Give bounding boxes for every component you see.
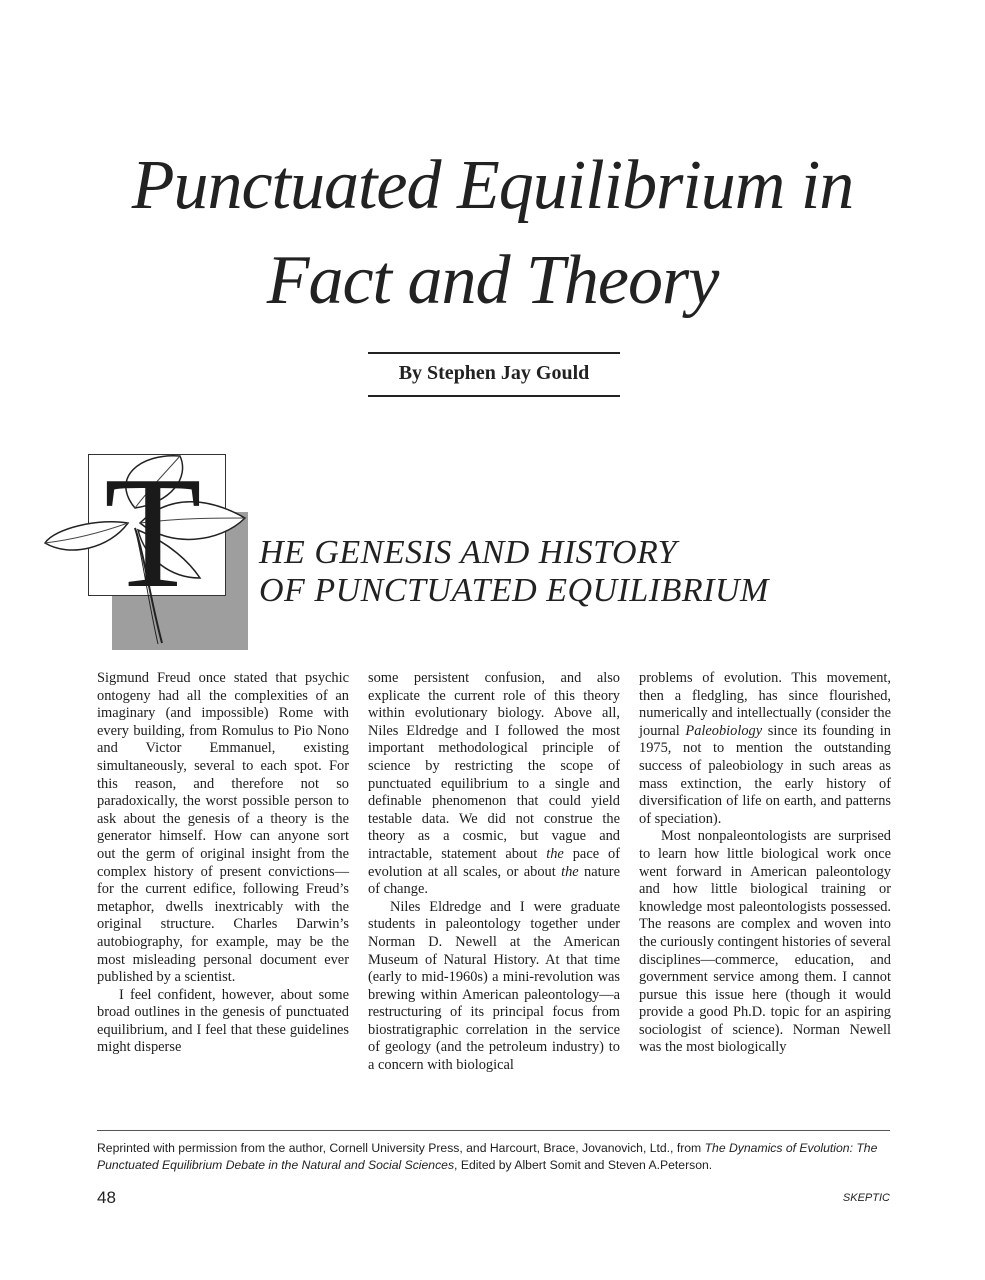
emphasis: the xyxy=(561,863,579,880)
drop-cap-ornament xyxy=(40,448,265,658)
section-heading xyxy=(259,534,899,610)
byline-top-rule xyxy=(368,352,620,354)
magazine-name: SKEPTIC xyxy=(842,1192,890,1204)
reprint-footnote xyxy=(97,1140,897,1174)
title-line-2: Fact and Theory xyxy=(266,242,719,319)
paragraph: I feel confident, however, about some broad outlines in the genesis of punctuated equilibrium, and I feel that these guidelines might disperse xyxy=(97,986,349,1056)
paragraph: Most nonpaleontologists are surprised to learn how little biological work once went forward in American paleontology and how little biological training or knowledge most paleontologists possessed. The reasons are complex and woven into the curiously contingent histories of several disciplines—commerce, education, and government service among them. I cannot pursue this issue here (though it would provide a good Ph.D. topic for an aspiring sociologist of science). Norman Newell was the most biologically xyxy=(639,828,891,1056)
footnote-book-title: The Dynamics of Evolution: The Punctuated Equilibrium Debate in the Natural and Social Sciences xyxy=(97,1141,878,1172)
paragraph: Sigmund Freud once stated that psychic ontogeny had all the complexities of an imaginary (and impossible) Rome with every building, from Romulus to Pio Nono and Victor Emmanuel, existing simultaneously, several to each spot. For this reason, and therefore not so paradoxically, the worst possible person to ask about the genesis of a theory is the generator himself. How can anyone sort out the germ of original insight from the complex history of present convictions—for the current edifice, following Freud’s metaphor, dwells inextricably with the original structure. Charles Darwin’s autobiography, for example, may be the most misleading personal document ever published by a scientist. xyxy=(97,670,349,986)
byline-bottom-rule xyxy=(368,395,620,397)
drop-cap-letter: T xyxy=(104,448,202,621)
paragraph xyxy=(368,670,620,899)
emphasis: the xyxy=(546,845,564,862)
page-number: 48 xyxy=(97,1188,116,1207)
title-line-1: Punctuated Equilibrium in xyxy=(131,147,854,224)
byline: By Stephen Jay Gould xyxy=(398,362,590,384)
paragraph-text: since its founding in 1975, not to mention the outstanding success of paleobiology in such areas as mass extinction, the early history of diversification of life on earth, and patterns of speciation). xyxy=(639,722,891,827)
paragraph-text: some persistent confusion, and also explicate the current role of this theory within evolutionary biology. Above all, Niles Eldredge and I followed the most important methodological principle of science by restricting the scope of punctuated equilibrium to a single and definable phenomenon that could yield testable data. We did not construe the theory as a cosmic, but vague and intractable, statement about xyxy=(368,670,620,862)
text-column-3 xyxy=(639,670,891,1057)
article-title xyxy=(0,138,985,328)
footnote-text: , Edited by Albert Somit and Steven A.Peterson. xyxy=(454,1158,713,1172)
paragraph-text: problems of evolution. This movement, then a fledgling, has since flourished, numerically and intellectually (consider the journal xyxy=(639,670,891,739)
text-column-1 xyxy=(97,670,349,1057)
text-column-2 xyxy=(368,670,620,1075)
paragraph xyxy=(639,670,891,828)
leaf-icon xyxy=(40,448,265,658)
emphasis: Paleobiology xyxy=(685,722,763,739)
footnote-text: Reprinted with permission from the author, Cornell University Press, and Harcourt, Brace, Jovanovich, Ltd., from xyxy=(97,1141,705,1155)
footnote-rule xyxy=(97,1130,890,1131)
section-heading-line-2: OF PUNCTUATED EQUILIBRIUM xyxy=(259,572,769,609)
paragraph: Niles Eldredge and I were graduate students in paleontology together under Norman D. Newell at the American Museum of Natural History. At that time (early to mid-1960s) a mini-revolution was brewing within American paleontology—a restructuring of its principal focus from biostratigraphic correlation in the service of geology (and the petroleum industry) to a concern with biological xyxy=(368,898,620,1074)
paragraph-text: pace of evolution at all scales, or about xyxy=(368,845,621,880)
paragraph-text: nature of change. xyxy=(368,863,620,898)
section-heading-line-1: HE GENESIS AND HISTORY xyxy=(259,534,678,571)
